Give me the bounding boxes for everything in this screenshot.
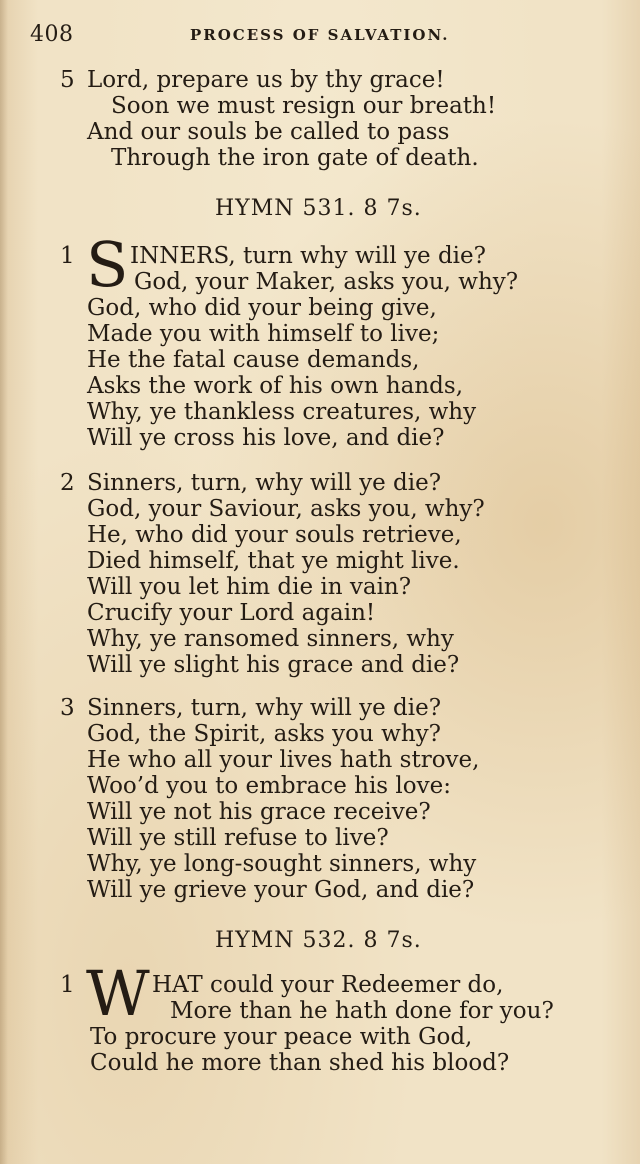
verse-line: Through the iron gate of death. bbox=[111, 145, 479, 171]
verse-line: To procure your peace with God, bbox=[90, 1024, 473, 1050]
verse-line: He who all your lives hath strove, bbox=[87, 747, 480, 773]
verse-line: God, your Maker, asks you, why? bbox=[134, 269, 519, 295]
verse-line: Why, ye ransomed sinners, why bbox=[87, 626, 454, 652]
stanza-number: 1 bbox=[60, 243, 75, 269]
verse-line: Why, ye long-sought sinners, why bbox=[87, 851, 477, 877]
verse-line: Sinners, turn, why will ye die? bbox=[87, 695, 442, 721]
page-number: 408 bbox=[30, 22, 74, 47]
verse-line: Asks the work of his own hands, bbox=[87, 373, 464, 399]
drop-cap: S bbox=[86, 228, 129, 301]
verse-line: And our souls be called to pass bbox=[87, 119, 450, 145]
hymn-532-title: HYMN 532. 8 7s. bbox=[215, 928, 422, 953]
verse-line: God, who did your being give, bbox=[87, 295, 437, 321]
drop-cap: W bbox=[86, 957, 150, 1030]
page-header bbox=[30, 22, 590, 48]
stanza-number: 2 bbox=[60, 470, 75, 496]
verse-line: God, the Spirit, asks you why? bbox=[87, 721, 441, 747]
verse-line: Lord, prepare us by thy grace! bbox=[87, 67, 445, 93]
hymn-531-title: HYMN 531. 8 7s. bbox=[215, 196, 422, 221]
verse-line: Soon we must resign our breath! bbox=[111, 93, 497, 119]
verse-line: Will ye slight his grace and die? bbox=[87, 652, 460, 678]
verse-line: Made you with himself to live; bbox=[87, 321, 440, 347]
verse-line: HAT could your Redeemer do, bbox=[152, 972, 504, 998]
verse-line: God, your Saviour, asks you, why? bbox=[87, 496, 485, 522]
verse-line: Sinners, turn, why will ye die? bbox=[87, 470, 442, 496]
verse-line: Will ye grieve your God, and die? bbox=[87, 877, 475, 903]
verse-line: INNERS, turn why will ye die? bbox=[130, 243, 486, 269]
verse-line: Could he more than shed his blood? bbox=[90, 1050, 510, 1076]
verse-line: He, who did your souls retrieve, bbox=[87, 522, 462, 548]
running-head: PROCESS OF SALVATION. bbox=[190, 26, 450, 44]
verse-line: Will you let him die in vain? bbox=[87, 574, 412, 600]
verse-line: He the fatal cause demands, bbox=[87, 347, 420, 373]
verse-line: Woo’d you to embrace his love: bbox=[87, 773, 451, 799]
stanza-number: 5 bbox=[60, 67, 75, 93]
verse-line: Will ye cross his love, and die? bbox=[87, 425, 445, 451]
stanza-number: 3 bbox=[60, 695, 75, 721]
stanza-number: 1 bbox=[60, 972, 75, 998]
verse-line: Will ye not his grace receive? bbox=[87, 799, 431, 825]
verse-line: Died himself, that ye might live. bbox=[87, 548, 460, 574]
page-edge-shadow bbox=[0, 0, 8, 1164]
verse-line: Will ye still refuse to live? bbox=[87, 825, 389, 851]
verse-line: Why, ye thankless creatures, why bbox=[87, 399, 477, 425]
verse-line: More than he hath done for you? bbox=[170, 998, 554, 1024]
verse-line: Crucify your Lord again! bbox=[87, 600, 376, 626]
